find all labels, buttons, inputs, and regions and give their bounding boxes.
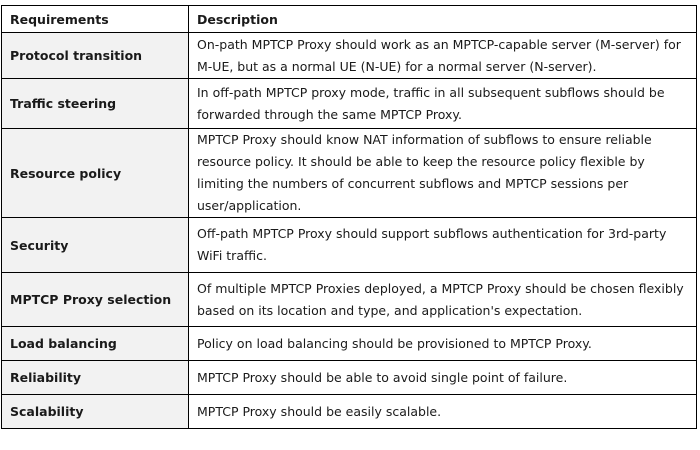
description-cell <box>189 33 697 79</box>
description-line: On-path MPTCP Proxy should work as an MPTCP-capable server (M-server) for <box>197 36 681 52</box>
description-line: MPTCP Proxy should be able to avoid single point of failure. <box>197 369 568 385</box>
description-line: Of multiple MPTCP Proxies deployed, a MPTCP Proxy should be chosen flexibly <box>197 280 684 296</box>
requirement-cell: Scalability <box>2 395 189 429</box>
description-line: In off-path MPTCP proxy mode, traffic in all subsequent subflows should be <box>197 84 665 100</box>
description-cell <box>189 79 697 129</box>
requirement-cell: Traffic steering <box>2 79 189 129</box>
requirement-cell: Load balancing <box>2 327 189 361</box>
description-line: Off-path MPTCP Proxy should support subflows authentication for 3rd-party <box>197 226 667 241</box>
description-cell <box>189 327 697 361</box>
table-row <box>2 79 697 129</box>
requirements-table <box>1 5 697 429</box>
header-description: Description <box>189 6 697 33</box>
description-line: user/application. <box>197 198 302 213</box>
description-cell <box>189 273 697 327</box>
description-line: M-UE, but as a normal UE (N-UE) for a normal server (N-server). <box>197 58 597 74</box>
description-line: WiFi traffic. <box>197 248 267 263</box>
table-row <box>2 129 697 218</box>
description-cell <box>189 129 697 218</box>
requirement-cell: MPTCP Proxy selection <box>2 273 189 327</box>
description-line: based on its location and type, and application's expectation. <box>197 302 583 318</box>
description-line: MPTCP Proxy should know NAT information of subflows to ensure reliable <box>197 132 652 147</box>
table-header-row <box>2 6 697 33</box>
table-row <box>2 327 697 361</box>
requirement-cell: Security <box>2 218 189 273</box>
table-row <box>2 395 697 429</box>
description-cell <box>189 218 697 273</box>
description-line: MPTCP Proxy should be easily scalable. <box>197 403 442 419</box>
description-cell <box>189 395 697 429</box>
description-line: limiting the numbers of concurrent subflows and MPTCP sessions per <box>197 176 629 191</box>
table-row <box>2 273 697 327</box>
requirement-cell: Reliability <box>2 361 189 395</box>
table-row <box>2 33 697 79</box>
description-line: forwarded through the same MPTCP Proxy. <box>197 106 463 122</box>
description-line: Policy on load balancing should be provisioned to MPTCP Proxy. <box>197 335 592 351</box>
requirement-cell: Protocol transition <box>2 33 189 79</box>
header-requirements: Requirements <box>2 6 189 33</box>
description-cell <box>189 361 697 395</box>
requirement-cell: Resource policy <box>2 129 189 218</box>
table-row <box>2 361 697 395</box>
table-row <box>2 218 697 273</box>
description-line: resource policy. It should be able to keep the resource policy flexible by <box>197 154 645 169</box>
